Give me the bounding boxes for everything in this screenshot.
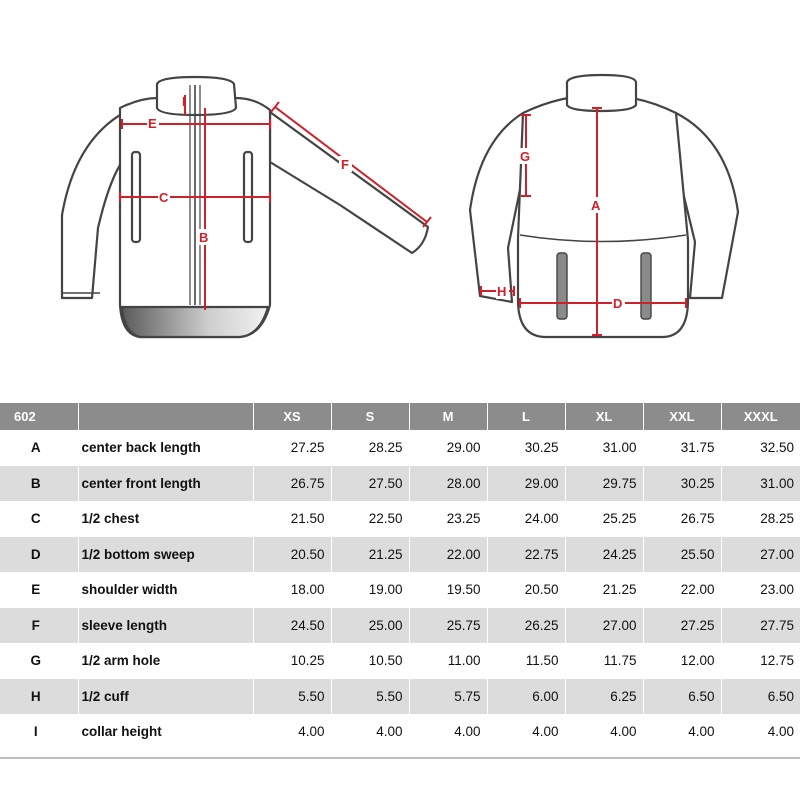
measurement-value: 6.50 bbox=[721, 679, 800, 715]
table-row bbox=[0, 643, 800, 679]
measurement-value: 24.00 bbox=[487, 501, 565, 537]
measurement-value: 12.00 bbox=[643, 643, 721, 679]
measurement-value: 20.50 bbox=[253, 537, 331, 573]
size-chart-table bbox=[0, 403, 800, 750]
measurement-letter: D bbox=[0, 537, 78, 573]
measurement-value: 27.75 bbox=[721, 608, 800, 644]
size-header: XXL bbox=[643, 403, 721, 430]
measurement-name: 1/2 cuff bbox=[78, 679, 253, 715]
front-right-sleeve bbox=[270, 112, 428, 253]
front-hem-band bbox=[122, 307, 268, 337]
measurement-value: 22.75 bbox=[487, 537, 565, 573]
measurement-value: 30.25 bbox=[643, 466, 721, 502]
size-header: XS bbox=[253, 403, 331, 430]
style-number: 602 bbox=[0, 403, 78, 430]
measurement-name: 1/2 arm hole bbox=[78, 643, 253, 679]
label-c: C bbox=[159, 190, 169, 205]
jacket-front-view bbox=[62, 77, 428, 337]
measurement-name: shoulder width bbox=[78, 572, 253, 608]
measurement-letter: C bbox=[0, 501, 78, 537]
measurement-name: collar height bbox=[78, 714, 253, 750]
measurement-value: 6.00 bbox=[487, 679, 565, 715]
measurement-value: 11.75 bbox=[565, 643, 643, 679]
measurement-value: 5.50 bbox=[331, 679, 409, 715]
measurement-letter: I bbox=[0, 714, 78, 750]
measurement-value: 27.50 bbox=[331, 466, 409, 502]
jacket-back-view bbox=[470, 75, 738, 337]
measurement-value: 6.50 bbox=[643, 679, 721, 715]
measurement-value: 26.75 bbox=[253, 466, 331, 502]
measurement-letter: A bbox=[0, 430, 78, 466]
measurement-letter: H bbox=[0, 679, 78, 715]
measurement-name: center back length bbox=[78, 430, 253, 466]
measurement-value: 26.75 bbox=[643, 501, 721, 537]
measurement-value: 21.25 bbox=[565, 572, 643, 608]
measurement-value: 22.50 bbox=[331, 501, 409, 537]
measurement-value: 30.25 bbox=[487, 430, 565, 466]
label-f: F bbox=[341, 157, 349, 172]
size-header: M bbox=[409, 403, 487, 430]
measurement-letter: B bbox=[0, 466, 78, 502]
label-e: E bbox=[148, 116, 157, 131]
label-g: G bbox=[520, 149, 531, 164]
table-row bbox=[0, 679, 800, 715]
measurement-value: 4.00 bbox=[331, 714, 409, 750]
table-row bbox=[0, 714, 800, 750]
measurement-value: 10.25 bbox=[253, 643, 331, 679]
bottom-rule bbox=[0, 757, 800, 759]
measurement-value: 27.25 bbox=[643, 608, 721, 644]
back-left-sleeve bbox=[470, 113, 523, 302]
measurement-value: 19.50 bbox=[409, 572, 487, 608]
measurement-value: 4.00 bbox=[643, 714, 721, 750]
label-i: I bbox=[182, 94, 186, 109]
size-header: XXXL bbox=[721, 403, 800, 430]
measurement-value: 25.75 bbox=[409, 608, 487, 644]
measurement-value: 32.50 bbox=[760, 440, 794, 456]
measurement-value: 6.25 bbox=[565, 679, 643, 715]
label-d: D bbox=[613, 296, 623, 311]
measurement-value: 25.00 bbox=[331, 608, 409, 644]
measurement-letter: E bbox=[0, 572, 78, 608]
measurement-value: 19.00 bbox=[331, 572, 409, 608]
measurement-letter: F bbox=[0, 608, 78, 644]
measurement-value: 31.00 bbox=[565, 430, 643, 466]
measurement-value: 28.25 bbox=[331, 430, 409, 466]
measurement-value: 22.00 bbox=[643, 572, 721, 608]
measurement-value: 4.00 bbox=[409, 714, 487, 750]
measurement-letter: G bbox=[0, 643, 78, 679]
label-h: H bbox=[497, 284, 507, 299]
size-header: S bbox=[331, 403, 409, 430]
measurement-value: 12.75 bbox=[760, 653, 794, 669]
measurement-value: 5.75 bbox=[409, 679, 487, 715]
back-left-pocket bbox=[557, 253, 567, 319]
measurement-value: 21.50 bbox=[253, 501, 331, 537]
measurement-value: 18.00 bbox=[253, 572, 331, 608]
measurement-value: 25.25 bbox=[565, 501, 643, 537]
measurement-value: 24.50 bbox=[253, 608, 331, 644]
table-row bbox=[0, 537, 800, 573]
measurement-value: 4.00 bbox=[487, 714, 565, 750]
front-collar bbox=[157, 77, 236, 115]
measurement-value: 26.25 bbox=[487, 608, 565, 644]
measurement-value: 27.25 bbox=[253, 430, 331, 466]
measurement-value: 4.00 bbox=[767, 724, 794, 740]
measurement-name: 1/2 bottom sweep bbox=[78, 537, 253, 573]
measurement-value: 22.00 bbox=[409, 537, 487, 573]
measurement-value: 31.75 bbox=[643, 430, 721, 466]
measurement-value: 5.50 bbox=[253, 679, 331, 715]
table-header-row bbox=[0, 403, 800, 430]
measurement-value: 25.50 bbox=[643, 537, 721, 573]
label-a: A bbox=[591, 198, 601, 213]
measurement-name: center front length bbox=[78, 466, 253, 502]
measurement-name: sleeve length bbox=[78, 608, 253, 644]
measurement-value: 4.00 bbox=[565, 714, 643, 750]
label-b: B bbox=[199, 230, 209, 245]
jacket-measurement-diagram bbox=[0, 0, 800, 360]
table-row bbox=[0, 466, 800, 502]
measurement-value: 29.00 bbox=[409, 430, 487, 466]
back-right-pocket bbox=[641, 253, 651, 319]
size-header: L bbox=[487, 403, 565, 430]
measurement-value: 31.00 bbox=[721, 466, 800, 502]
measurement-value: 21.25 bbox=[331, 537, 409, 573]
measurement-value: 27.00 bbox=[721, 537, 800, 573]
measurement-value: 20.50 bbox=[487, 572, 565, 608]
front-left-sleeve bbox=[62, 112, 125, 298]
table-row bbox=[0, 608, 800, 644]
back-collar bbox=[567, 75, 636, 111]
size-header: XL bbox=[565, 403, 643, 430]
measurement-value: 11.00 bbox=[409, 643, 487, 679]
measurement-value: 23.00 bbox=[760, 582, 794, 598]
measurement-value: 27.00 bbox=[565, 608, 643, 644]
measurement-value: 29.75 bbox=[565, 466, 643, 502]
measurement-value: 28.25 bbox=[760, 511, 794, 527]
measurement-value: 4.00 bbox=[253, 714, 331, 750]
back-body bbox=[518, 95, 688, 337]
measurement-value: 29.00 bbox=[487, 466, 565, 502]
measurement-value: 10.50 bbox=[331, 643, 409, 679]
measurement-value: 23.25 bbox=[409, 501, 487, 537]
measurement-value: 24.25 bbox=[565, 537, 643, 573]
table-row bbox=[0, 572, 800, 608]
measurement-value: 28.00 bbox=[409, 466, 487, 502]
header-blank bbox=[78, 403, 253, 430]
measurement-name: 1/2 chest bbox=[78, 501, 253, 537]
table-row bbox=[0, 430, 800, 466]
measurement-value: 11.50 bbox=[487, 643, 565, 679]
table-row bbox=[0, 501, 800, 537]
